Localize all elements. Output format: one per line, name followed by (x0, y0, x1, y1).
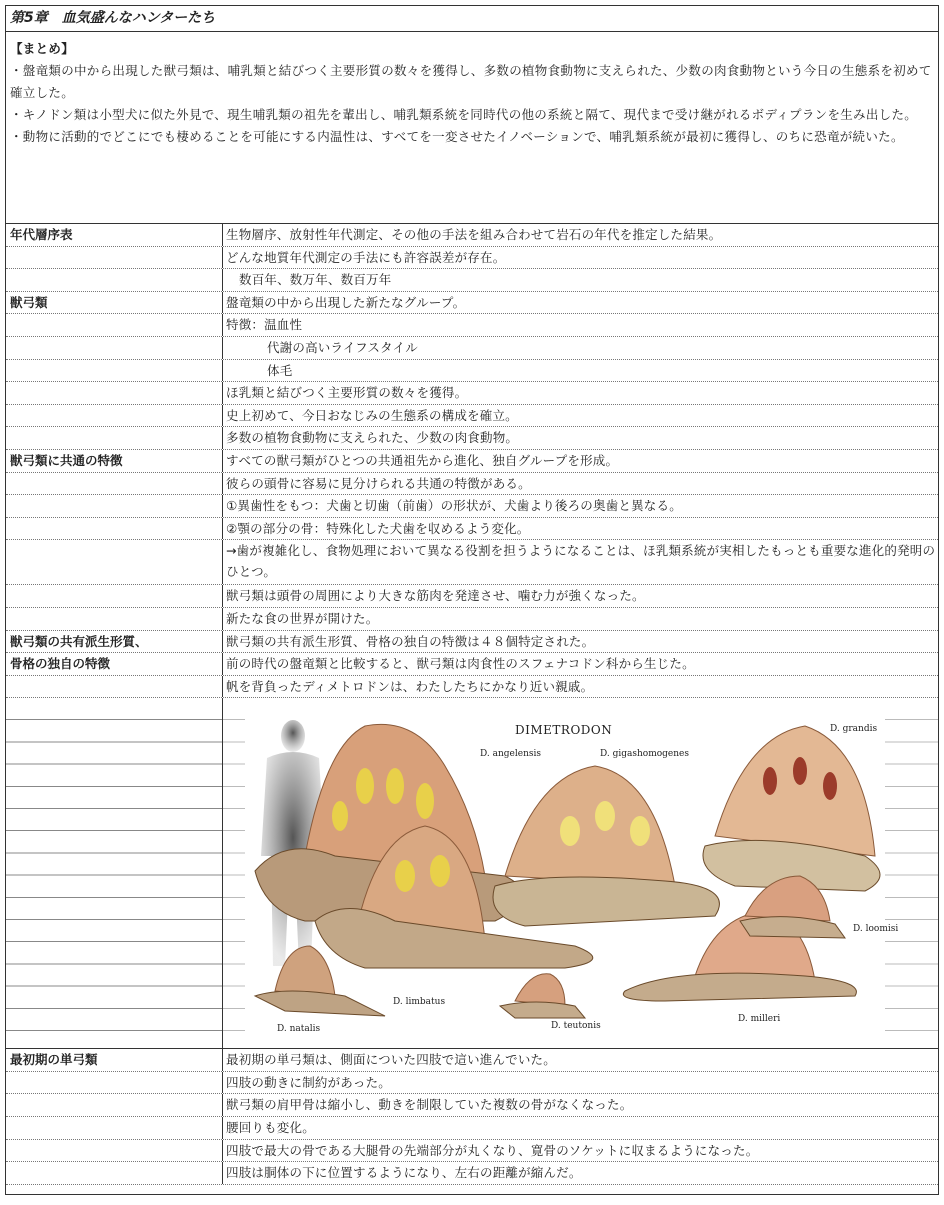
row-term (6, 473, 223, 495)
species-label: D. teutonis (551, 1021, 601, 1032)
row-term (6, 427, 223, 449)
note-row (6, 292, 938, 315)
species-label: D. natalis (277, 1024, 321, 1035)
note-row (6, 495, 938, 518)
note-row (6, 631, 938, 654)
note-row (6, 360, 938, 383)
note-row (6, 473, 938, 496)
row-term (6, 540, 223, 584)
row-term (6, 314, 223, 336)
note-row (6, 1094, 938, 1117)
row-note: 新たな食の世界が開けた。 (226, 610, 379, 626)
note-row (6, 314, 938, 337)
illustration-term-cell (6, 698, 223, 1048)
row-note: 四肢の動きに制約があった。 (226, 1074, 391, 1090)
row-term (6, 608, 223, 630)
row-term: 獣弓類 (6, 292, 223, 314)
row-note: →歯が複雑化し、食物処理において異なる役割を担うようになることは、ほ乳類系統が実相したもっとも重要な進化的発明のひとつ。 (226, 543, 936, 580)
note-row (6, 1072, 938, 1095)
note-row (6, 585, 938, 608)
note-row (6, 337, 938, 360)
note-row (6, 382, 938, 405)
row-term (6, 405, 223, 427)
summary-box (6, 32, 938, 224)
chapter-title: 第5章 血気盛んなハンターたち (6, 6, 938, 32)
row-note: 彼らの頭骨に容易に見分けられる共通の特徴がある。 (226, 475, 531, 491)
note-row (6, 676, 938, 699)
row-note: 最初期の単弓類は、側面についた四肢で這い進んでいた。 (226, 1052, 556, 1068)
species-label: D. loomisi (853, 924, 899, 935)
row-note: 数百年、数万年、数百万年 (239, 272, 392, 288)
row-note: 帆を背負ったディメトロドンは、わたしたちにかなり近い親戚。 (226, 678, 594, 694)
note-row (6, 247, 938, 270)
note-row (6, 653, 938, 676)
summary-point: ・盤竜類の中から出現した獣弓類は、哺乳類と結びつく主要形質の数々を獲得し、多数の植物食動物に支えられた、少数の肉食動物という今日の生態系を初めて確立した。 (10, 63, 932, 100)
row-note: 盤竜類の中から出現した新たなグループ。 (226, 294, 466, 310)
row-term (6, 1140, 223, 1162)
row-term (6, 518, 223, 540)
note-row (6, 224, 938, 247)
row-note: 体毛 (267, 362, 293, 378)
row-term: 最初期の単弓類 (6, 1049, 223, 1071)
row-note: ②顎の部分の骨：特殊化した犬歯を収めるよう変化。 (226, 520, 530, 536)
summary-heading: 【まとめ】 (10, 41, 75, 56)
note-row (6, 427, 938, 450)
row-term (6, 495, 223, 517)
note-row (6, 405, 938, 428)
note-row (6, 450, 938, 473)
note-row (6, 540, 938, 585)
row-note: 生物層序、放射性年代測定、その他の手法を組み合わせて岩石の年代を推定した結果。 (226, 227, 722, 242)
species-label: D. grandis (830, 724, 878, 735)
row-note: 獣弓類の肩甲骨は縮小し、動きを制限していた複数の骨がなくなった。 (226, 1097, 633, 1113)
row-note: ほ乳類と結びつく主要形質の数々を獲得。 (226, 385, 468, 401)
note-row (6, 1140, 938, 1163)
row-term (6, 247, 223, 269)
note-row (6, 1117, 938, 1140)
row-term: 骨格の独自の特徴 (6, 653, 223, 675)
note-row (6, 1049, 938, 1072)
row-term: 獣弓類の共有派生形質、 (6, 631, 223, 653)
row-term (6, 676, 223, 698)
row-term (6, 337, 223, 359)
summary-point: ・動物に活動的でどこにでも棲めることを可能にする内温性は、すべてを一変させたイノベーションで、哺乳類系統が最初に獲得し、のちに恐竜が続いた。 (10, 129, 904, 144)
illustration-heading: DIMETRODON (515, 723, 613, 738)
dimetrodon-illustration (245, 706, 899, 1036)
row-term (6, 382, 223, 404)
row-note: 前の時代の盤竜類と比較すると、獣弓類は肉食性のスフェナコドン科から生じた。 (226, 656, 695, 672)
row-term (6, 360, 223, 382)
illustration-note-cell (223, 698, 938, 1048)
summary-point: ・キノドン類は小型犬に似た外見で、現生哺乳類の祖先を輩出し、哺乳類系統を同時代の他の系統と隔て、現代まで受け継がれるボディプランを生み出した。 (10, 107, 918, 122)
row-note: どんな地質年代測定の手法にも許容誤差が存在。 (226, 249, 506, 265)
row-term: 年代層序表 (6, 224, 223, 246)
row-term (6, 1094, 223, 1116)
row-note: 代謝の高いライフスタイル (267, 339, 418, 355)
row-note: 獣弓類は頭骨の周囲により大きな筋肉を発達させ、噛む力が強くなった。 (226, 588, 645, 604)
row-note: 特徴：温血性 (226, 317, 303, 333)
row-note: 腰回りも変化。 (226, 1120, 315, 1136)
row-term: 獣弓類に共通の特徴 (6, 450, 223, 472)
row-term (6, 585, 223, 607)
note-row (6, 608, 938, 631)
species-label: D. gigashomogenes (600, 749, 689, 760)
illustration-row (6, 698, 938, 1049)
row-term (6, 1162, 223, 1184)
note-page (5, 5, 939, 1195)
species-label: D. angelensis (480, 749, 541, 760)
species-label: D. milleri (738, 1014, 781, 1025)
row-term (6, 1072, 223, 1094)
row-note: 史上初めて、今日おなじみの生態系の構成を確立。 (226, 407, 518, 423)
note-row (6, 518, 938, 541)
row-note: 獣弓類の共有派生形質、骨格の独自の特徴は４８個特定された。 (226, 633, 595, 649)
species-label: D. limbatus (393, 997, 446, 1008)
row-term (6, 1117, 223, 1139)
row-note: すべての獣弓類がひとつの共通祖先から進化、独自グループを形成。 (226, 452, 619, 468)
row-note: ①異歯性をもつ：犬歯と切歯（前歯）の形状が、犬歯より後ろの奥歯と異なる。 (226, 498, 682, 514)
row-note: 多数の植物食動物に支えられた、少数の肉食動物。 (226, 430, 519, 446)
note-row (6, 269, 938, 292)
note-row (6, 1162, 938, 1185)
cornell-notes (6, 224, 938, 1185)
row-note: 四肢で最大の骨である大腿骨の先端部分が丸くなり、寛骨のソケットに収まるようになった。 (226, 1142, 759, 1158)
row-term (6, 269, 223, 291)
row-note: 四肢は胴体の下に位置するようになり、左右の距離が縮んだ。 (226, 1165, 582, 1181)
